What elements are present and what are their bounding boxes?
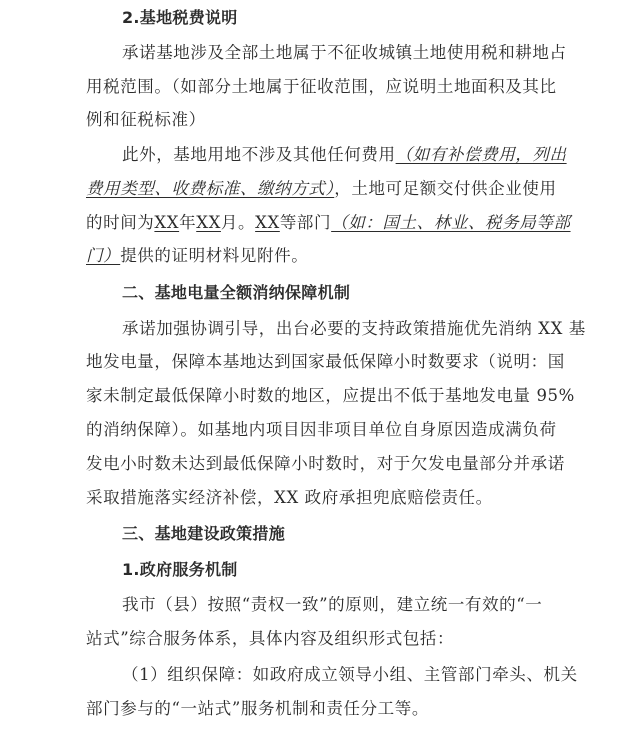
paragraph-line: 我市（县）按照“责权一致”的原则，建立统一有效的“一 bbox=[122, 595, 543, 614]
section-heading-tax: 2.基地税费说明 bbox=[122, 8, 238, 27]
paragraph-line: 例和征税标准） bbox=[86, 110, 206, 129]
paragraph-line: 家未制定最低保障小时数的地区，应提出不低于基地发电量 95% bbox=[86, 386, 575, 405]
paragraph-line: 用税范围。（如部分土地属于征收范围，应说明土地面积及其比 bbox=[86, 77, 557, 96]
paragraph-line: （1）组织保障：如政府成立领导小组、主管部门牵头、机关 bbox=[122, 665, 578, 684]
text-span: 月。 bbox=[220, 213, 256, 232]
text-span: 提供的证明材料见附件。 bbox=[120, 246, 309, 265]
placeholder-text: 费用类型、收费标准、缴纳方式） bbox=[86, 179, 335, 198]
text-span: ，土地可足额交付供企业使用 bbox=[334, 179, 557, 198]
paragraph-line: 承诺基地涉及全部土地属于不征收城镇土地使用税和耕地占 bbox=[122, 43, 567, 62]
paragraph-line bbox=[86, 245, 308, 267]
section-heading-policy: 三、基地建设政策措施 bbox=[122, 524, 286, 543]
placeholder-text: （如有补偿费用，列出 bbox=[395, 145, 567, 164]
text-span: 等部门 bbox=[279, 213, 332, 232]
paragraph-line: 采取措施落实经济补偿，XX 政府承担兜底赔偿责任。 bbox=[86, 488, 493, 507]
paragraph-line: 发电小时数未达到最低保障小时数时，对于欠发电量部分并承诺 bbox=[86, 454, 565, 473]
text-span: 的时间为 bbox=[86, 213, 155, 232]
placeholder-text: XX bbox=[255, 213, 280, 232]
section-heading-consumption: 二、基地电量全额消纳保障机制 bbox=[122, 283, 351, 302]
text-span: 此外，基地用地不涉及其他任何费用 bbox=[122, 145, 396, 164]
paragraph-line: 的消纳保障）。如基地内项目因非项目单位自身原因造成满负荷 bbox=[86, 420, 557, 439]
paragraph-line: 承诺加强协调引导，出台必要的支持政策措施优先消纳 XX 基 bbox=[122, 319, 586, 338]
paragraph-line bbox=[86, 178, 557, 200]
subsection-heading-service: 1.政府服务机制 bbox=[122, 560, 238, 579]
paragraph-line bbox=[86, 212, 571, 234]
paragraph-line: 地发电量，保障本基地达到国家最低保障小时数要求（说明：国 bbox=[86, 352, 565, 371]
text-span: 年 bbox=[179, 213, 197, 232]
placeholder-text: （如：国土、林业、税务局等部 bbox=[331, 213, 571, 232]
paragraph-line bbox=[122, 144, 567, 166]
placeholder-text: 门） bbox=[86, 246, 121, 265]
placeholder-text: XX bbox=[154, 213, 180, 232]
paragraph-line: 站式”综合服务体系，具体内容及组织形式包括： bbox=[86, 629, 455, 648]
placeholder-text: XX bbox=[196, 213, 221, 232]
paragraph-line: 部门参与的“一站式”服务机制和责任分工等。 bbox=[86, 699, 429, 718]
